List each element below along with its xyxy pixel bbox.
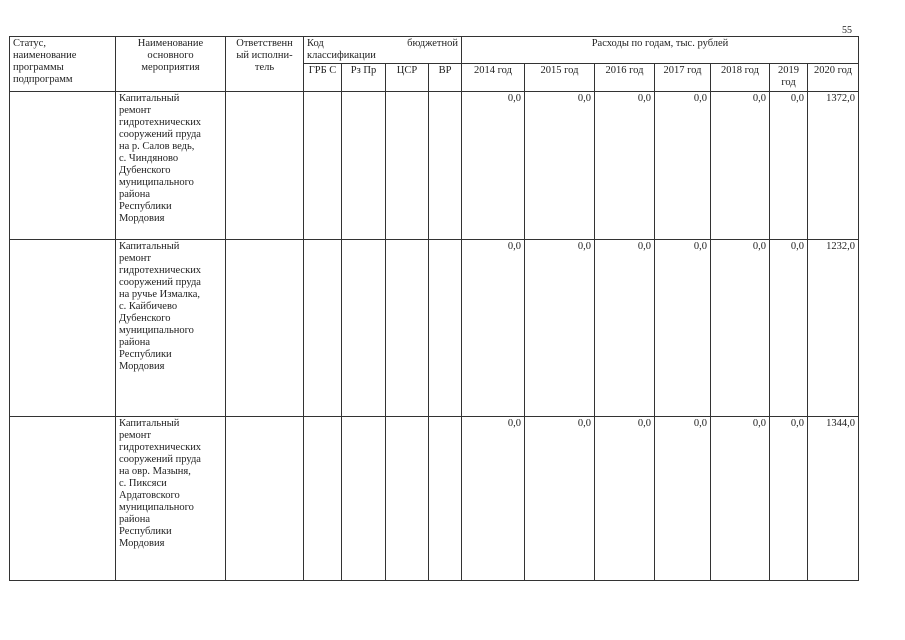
header-year: 2015 год [525, 64, 595, 92]
status-cell [10, 240, 116, 417]
expense-cell: 0,0 [655, 417, 711, 581]
code-cell [342, 240, 386, 417]
responsible-cell [226, 240, 304, 417]
status-cell [10, 92, 116, 240]
header-year: 2014 год [462, 64, 525, 92]
header-code-csr: ЦСР [386, 64, 429, 92]
event-name-cell: Капитальный ремонт гидротехнических сооружений пруда на ручье Измалка, с. Кайбичево Дубенского муниципального района Республики Мордовия [116, 240, 226, 417]
table-row [10, 240, 859, 417]
header-responsible: Ответственн ый исполни- тель [226, 37, 304, 92]
code-cell [304, 240, 342, 417]
expense-cell: 0,0 [655, 92, 711, 240]
event-name-cell: Капитальный ремонт гидротехнических сооружений пруда на р. Салов ведь, с. Чиндяново Дубенского муниципального района Республики Мордовия [116, 92, 226, 240]
responsible-cell [226, 417, 304, 581]
code-cell [386, 417, 429, 581]
header-code-vr: ВР [429, 64, 462, 92]
expense-cell: 0,0 [462, 92, 525, 240]
expense-cell: 1372,0 [808, 92, 859, 240]
header-budget-code [304, 37, 462, 64]
code-cell [429, 92, 462, 240]
expense-cell: 0,0 [462, 240, 525, 417]
header-year: 2017 год [655, 64, 711, 92]
header-budget-code-line2: классификации [307, 50, 376, 61]
header-budget-code-left: Код [307, 38, 324, 49]
expense-cell: 0,0 [525, 92, 595, 240]
status-cell [10, 417, 116, 581]
responsible-cell [226, 92, 304, 240]
code-cell [386, 240, 429, 417]
table-row [10, 92, 859, 240]
expense-cell: 0,0 [462, 417, 525, 581]
expense-cell: 0,0 [711, 92, 770, 240]
expense-cell: 1232,0 [808, 240, 859, 417]
expense-cell: 0,0 [770, 92, 808, 240]
header-year: 2020 год [808, 64, 859, 92]
expense-cell: 0,0 [711, 417, 770, 581]
expense-cell: 0,0 [525, 417, 595, 581]
expense-cell: 0,0 [595, 92, 655, 240]
header-expenses: Расходы по годам, тыс. рублей [462, 37, 859, 64]
code-cell [342, 417, 386, 581]
code-cell [386, 92, 429, 240]
code-cell [429, 417, 462, 581]
page-number: 55 [842, 25, 852, 36]
expense-cell: 0,0 [595, 240, 655, 417]
header-code-rzpr: Рз Пр [342, 64, 386, 92]
expense-cell: 0,0 [595, 417, 655, 581]
expense-cell: 0,0 [525, 240, 595, 417]
header-budget-code-right: бюджетной [407, 38, 458, 49]
expense-cell: 0,0 [655, 240, 711, 417]
expense-cell: 0,0 [770, 417, 808, 581]
header-code-grbs: ГРБ С [304, 64, 342, 92]
expense-cell: 0,0 [711, 240, 770, 417]
budget-table [9, 36, 859, 581]
header-event-name: Наименование основного мероприятия [116, 37, 226, 92]
code-cell [304, 92, 342, 240]
table-row [10, 417, 859, 581]
header-year: 2019 год [770, 64, 808, 92]
expense-cell: 0,0 [770, 240, 808, 417]
header-status: Статус, наименование программы подпрограмм [10, 37, 116, 92]
expense-cell: 1344,0 [808, 417, 859, 581]
code-cell [429, 240, 462, 417]
event-name-cell: Капитальный ремонт гидротехнических сооружений пруда на овр. Мазыня, с. Пиксяси Ардатовского муниципального района Республики Мордовия [116, 417, 226, 581]
code-cell [342, 92, 386, 240]
code-cell [304, 417, 342, 581]
header-year: 2016 год [595, 64, 655, 92]
header-year: 2018 год [711, 64, 770, 92]
